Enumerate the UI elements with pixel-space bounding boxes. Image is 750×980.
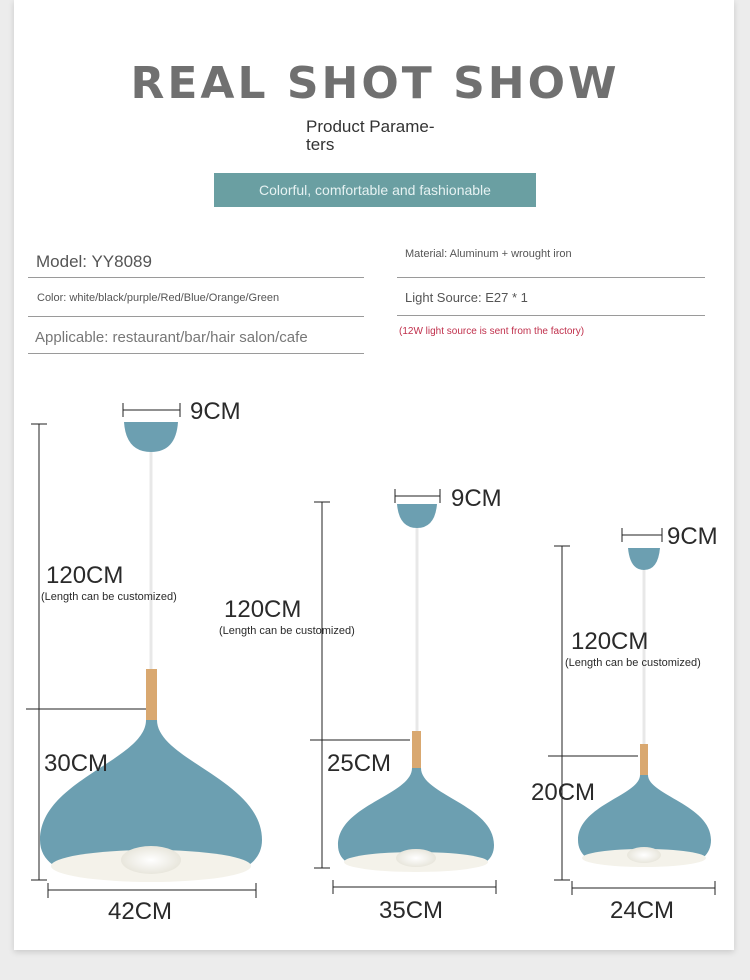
wood-neck	[412, 731, 421, 769]
shade-width-label: 42CM	[108, 898, 173, 925]
param-material: Material: Aluminum + wrought iron	[405, 248, 572, 260]
light-source-note: (12W light source is sent from the factory)	[399, 326, 585, 337]
ceiling-canopy	[397, 504, 437, 528]
param-color: Color: white/black/purple/Red/Blue/Orange/Green	[37, 292, 280, 304]
param-model: Model: YY8089	[36, 252, 152, 271]
page-title: REAL SHOT SHOW	[130, 58, 620, 109]
subtitle-line-2: ters	[306, 135, 335, 154]
lamp-small	[578, 548, 711, 867]
cord-length-label: 120CM	[224, 596, 302, 623]
param-applicable: Applicable: restaurant/bar/hair salon/cafe	[35, 329, 308, 346]
cord-length-label: 120CM	[46, 562, 124, 589]
canopy-width-label: 9CM	[451, 485, 502, 512]
wood-neck	[640, 744, 648, 776]
cord-length-label: 120CM	[571, 628, 649, 655]
ceiling-canopy	[628, 548, 660, 570]
bulb	[396, 849, 436, 867]
lamp-medium	[338, 504, 494, 872]
param-light-source: Light Source: E27 * 1	[405, 290, 528, 305]
cord-length-note: (Length can be customized)	[219, 625, 355, 637]
canopy-width-label: 9CM	[190, 398, 241, 425]
slogan-banner: Colorful, comfortable and fashionable	[214, 173, 536, 207]
shade-height-label: 25CM	[327, 750, 392, 777]
canopy-width-label: 9CM	[667, 523, 718, 550]
subtitle-line-1: Product Parame-	[306, 117, 435, 136]
wood-neck	[146, 669, 157, 721]
shade-width-label: 35CM	[379, 897, 444, 924]
cord-length-note: (Length can be customized)	[41, 591, 177, 603]
ceiling-canopy	[124, 422, 178, 452]
cord-length-note: (Length can be customized)	[565, 657, 701, 669]
lamp-large	[40, 422, 262, 882]
shade-width-label: 24CM	[610, 897, 675, 924]
shade-height-label: 20CM	[531, 779, 596, 806]
bulb	[121, 846, 181, 874]
shade-height-label: 30CM	[44, 750, 109, 777]
bulb	[627, 847, 661, 863]
